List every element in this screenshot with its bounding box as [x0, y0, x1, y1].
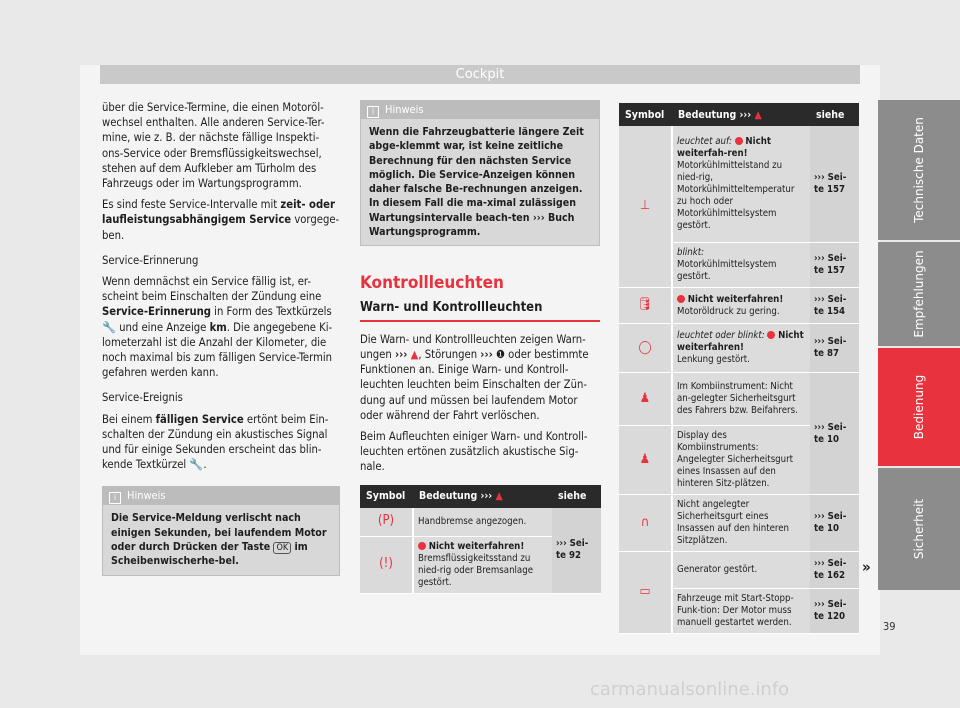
paragraph: Bei einem fälligen Service ertönt beim Ein-schalten der Zündung ein akustisches Signal und für einige Sekunden erscheint das blin-kende Textkürzel 🔧.	[102, 412, 329, 472]
coolant-icon: ⊥	[639, 198, 651, 213]
warning-triangle-icon: ▲	[495, 490, 503, 503]
seatbelt-icon: ♟	[639, 390, 651, 406]
rear-seatbelt-icon: ♟	[639, 451, 651, 467]
section-heading: Service-Erinnerung	[102, 253, 199, 267]
info-circle-icon: ❶	[495, 347, 505, 361]
table-row: ♟ Display des Kombiinstruments: Angelegter Sicherheitsgurt eines Insassen auf den hinteren Sitz-plätzen.	[619, 426, 859, 495]
section-title: Kontrollleuchten	[360, 273, 504, 294]
page-number: 39	[883, 620, 896, 633]
paragraph: Die Warn- und Kontrollleuchten zeigen Warn-ungen ››› ▲, Störungen ››› ❶ oder bestimmte Funktionen an. Einige Warn- und Kontroll-leuchten leuchten beim Einschalten der Zün-dung auf und müssen bei laufendem Motor oder während der Fahrt verlöschen.	[360, 332, 589, 422]
warning-lights-table: Symbol Bedeutung ››› ▲ siehe (P) Handbremse angezogen. ››› Sei-te 92 (!) Nicht weiterfahren! Bremsflüssigkeitsstand zu nied-rig oder Bremsanlage gestört.	[360, 485, 601, 594]
page-header: Cockpit	[100, 65, 860, 84]
cross-reference-link[interactable]: ››› Buch Wartungsprogramm.	[369, 211, 575, 239]
ok-key-icon: OK	[273, 542, 291, 554]
steering-icon: ◯	[638, 339, 652, 355]
table-row: ♟ Im Kombiinstrument: Nicht an-gelegter Sicherheitsgurt des Fahrers bzw. Beifahrers. ››› Sei-te 10	[619, 373, 859, 426]
service-wrench-icon: 🔧	[189, 458, 204, 472]
table-row: ⊥ leuchtet auf: Nicht weiterfah-ren! Motorkühlmittelstand zu nied-rig, Motorkühlmitteltemperatur zu hoch oder Motorkühlmittelsystem gestört. ››› Sei-te 157	[619, 126, 859, 243]
paragraph: über die Service-Termine, die einen Motoröl-wechsel enthalten. Alle anderen Service-Ter-mine, wie z. B. der nächste fällige Inspekti-ons-Service oder Bremsflüssigkeitswechsel, stehen auf dem Aufkleber am Türholm des Fahrzeugs oder im Wartungsprogramm.	[102, 101, 325, 191]
warning-lights-table: Symbol Bedeutung ››› ▲ siehe ⊥ leuchtet auf: Nicht weiterfah-ren! Motorkühlmittelstand zu nied-rig, Motorkühlmitteltemperatur zu hoch oder Motorkühlmittelsystem gestört. ››› Sei-te 157 blinkt: Motorkühlmittelsystem gestört. ››› Sei-te 157 🛢 Nicht weiterfahren! Motoröldruck zu gering. ››› Sei-te 154 ◯ leuchtet oder blinkt: Nicht weiterfahren! Lenkung gestört. ››› Sei-te 87 ♟ Im Kombiinstrument: Nicht an-gelegter Sicherheitsgurt des Fahrers bzw. Beifahrers. ››› Sei-te 10 ♟ Display des Kombiinstruments: Angelegter Sicherheitsgurt eines Insassen auf den hinteren Sitz-plätzen. ∩ Nicht angelegter Sicherheitsgurt eines Insassen auf den hinteren Sitzplätzen. ››› Sei-te 10 ▭ Generator gestört. ››› Sei-te 162 Fahrzeuge mit Start-Stopp-Funk-tion: Der Motor muss manuell gestartet werden. ››› Sei-te 120	[619, 103, 859, 634]
section-heading: Service-Ereignis	[102, 391, 183, 405]
watermark: carmanualsonline.info	[590, 679, 790, 700]
tab-sicherheit[interactable]: Sicherheit	[878, 468, 960, 590]
continued-marker: »	[862, 558, 871, 576]
warning-triangle-icon: ▲	[410, 347, 419, 361]
table-row: blinkt: Motorkühlmittelsystem gestört. ››› Sei-te 157	[619, 243, 859, 288]
info-icon: i	[367, 106, 379, 118]
table-row: ◯ leuchtet oder blinkt: Nicht weiterfahren! Lenkung gestört. ››› Sei-te 87	[619, 324, 859, 373]
hint-box: i Hinweis Die Service-Meldung verlischt nach einigen Sekunden, bei laufendem Motor oder durch Drücken der Taste OK im Scheibenwischerhe-bel.	[102, 486, 340, 575]
tab-technische-daten[interactable]: Technische Daten	[878, 100, 960, 240]
service-wrench-icon: 🔧	[102, 320, 116, 334]
table-row: ∩ Nicht angelegter Sicherheitsgurt eines Insassen auf den hinteren Sitzplätzen. ››› Sei-te 10	[619, 495, 859, 552]
red-light-icon	[418, 542, 426, 550]
column-middle	[360, 100, 600, 594]
brake-system-icon: (!)	[379, 556, 393, 572]
battery-icon: ▭	[639, 584, 651, 599]
table-row: ▭ Generator gestört. ››› Sei-te 162	[619, 552, 859, 589]
tab-bedienung[interactable]: Bedienung	[878, 348, 960, 466]
table-row: (!) Nicht weiterfahren! Bremsflüssigkeitsstand zu nied-rig oder Bremsanlage gestört.	[360, 536, 601, 593]
paragraph: Es sind feste Service-Intervalle mit zeit- oder laufleistungsabhängigem Service vorgege-ben.	[102, 198, 340, 242]
hint-box: i Hinweis Wenn die Fahrzeugbatterie längere Zeit abge-klemmt war, ist keine zeitliche Berechnung für den nächsten Service möglich. Die Service-Anzeigen können daher falsche Be-rechnungen anzeigen. In diesem Fall die ma-ximal zulässigen Wartungsintervalle beach-ten ››› Buch Wartungsprogramm.	[360, 100, 600, 246]
paragraph: Beim Aufleuchten einiger Warn- und Kontroll-leuchten ertönen zusätzlich akustische Sig-nale.	[360, 430, 588, 474]
parking-brake-icon: (P)	[377, 513, 395, 529]
paragraph: Wenn demnächst ein Service fällig ist, er-scheint beim Einschalten der Zündung eine Service-Erinnerung in Form des Textkürzels 🔧 und eine Anzeige km. Die angegebene Ki-lometerzahl ist die Anzahl der Kilometer, die noch maximal bis zum fälligen Service-Termin gefahren werden kann.	[102, 275, 333, 380]
column-left	[102, 100, 340, 576]
rear-seat-icon: ∩	[640, 514, 650, 530]
table-row: (P) Handbremse angezogen. ››› Sei-te 92	[360, 508, 601, 537]
table-row: 🛢 Nicht weiterfahren! Motoröldruck zu gering. ››› Sei-te 154	[619, 288, 859, 324]
warning-triangle-icon: ▲	[754, 108, 762, 121]
tab-empfehlungen[interactable]: Empfehlungen	[878, 242, 960, 346]
info-icon: i	[109, 492, 121, 504]
oil-pressure-icon: 🛢	[636, 297, 654, 312]
section-subtitle: Warn- und Kontrollleuchten	[360, 300, 600, 322]
table-row: Fahrzeuge mit Start-Stopp-Funk-tion: Der Motor muss manuell gestartet werden. ››› Sei-te 120	[619, 589, 859, 634]
